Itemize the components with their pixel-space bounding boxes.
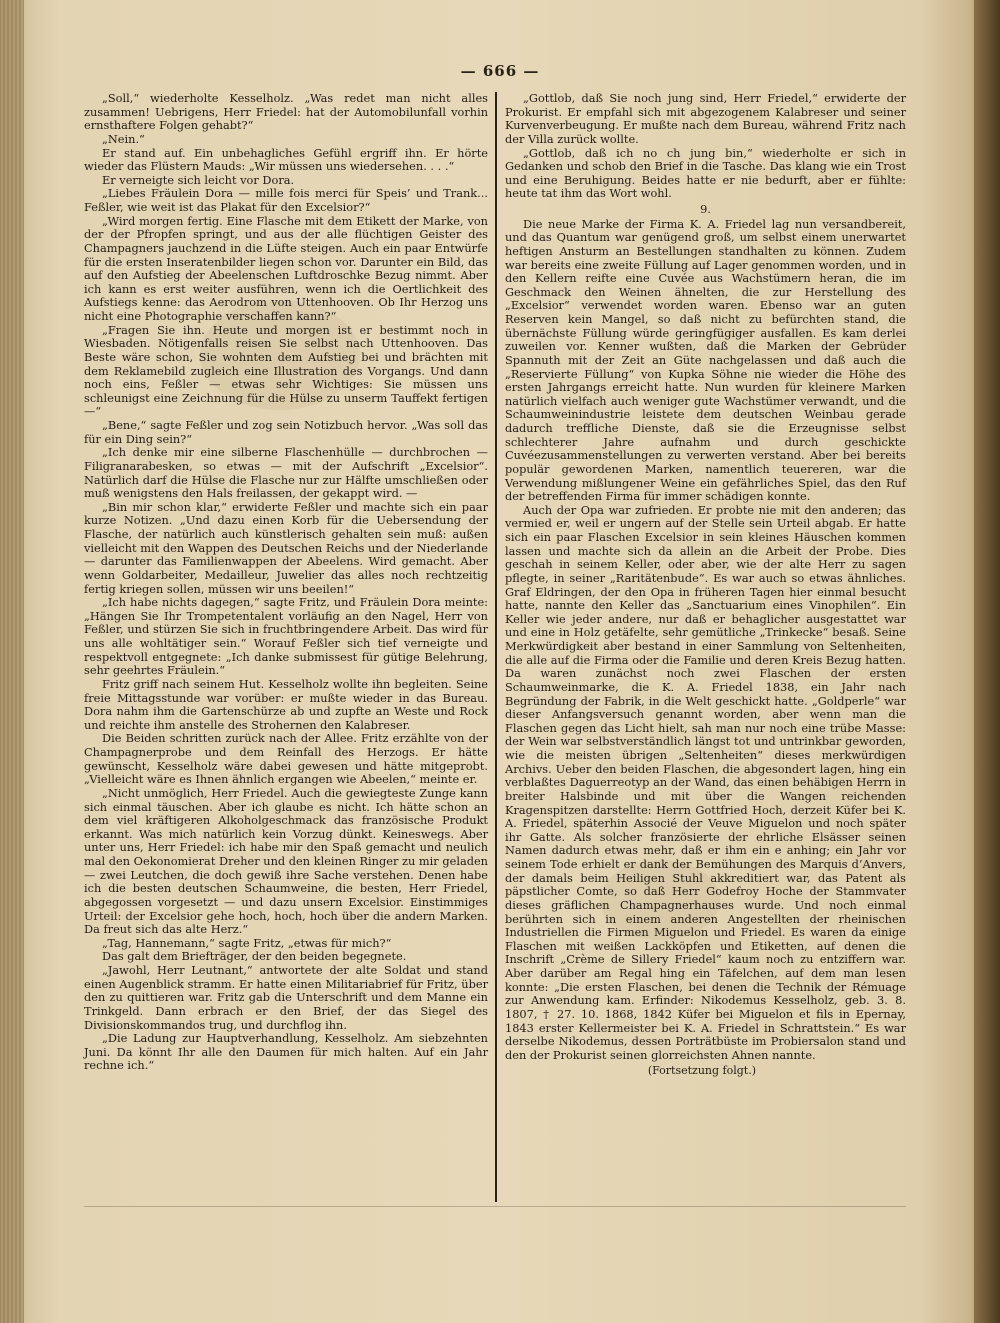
- paragraph: „Die Ladung zur Hauptverhandlung, Kesselholz. Am siebzehnten Juni. Da könnt Ihr alle den Daumen für mich halten. Auf ein Jahr rechne ich.“: [84, 1031, 488, 1073]
- paragraph: „Jawohl, Herr Leutnant,“ antwortete der alte Soldat und stand einen Augenblick stramm. Er hatte einen Militariabrief für Fritz, über den zu quittieren war. Fritz gab die Unterschrift und dem Manne ein Trinkgeld. Dann erbrach er den Brief, der das Siegel des Divisionskommandos trug, und durchflog ihn.: [84, 963, 488, 1032]
- left-column: [84, 92, 488, 1073]
- paragraph: Fritz griff nach seinem Hut. Kesselholz wollte ihn begleiten. Seine freie Mittagsstunde war vorüber: er mußte wieder in das Bureau. Dora nahm ihm die Gartenschürze ab und zupfte an Weste und Rock und reichte ihm anstelle des Strohernen den Kalabreser.: [84, 676, 488, 732]
- paragraph: Er stand auf. Ein unbehagliches Gefühl ergriff ihn. Er hörte wieder das Flüstern Mauds: „Wir müssen uns wiedersehen. . . .“: [84, 145, 488, 174]
- paragraph: „Gottlob, daß ich no ch jung bin,“ wiederholte er sich in Gedanken und schob den Brief in die Tasche. Das klang wie ein Trost und eine Beruhigung. Beides hatte er nie bedurft, aber er fühlte: heute tat ihm das Wort wohl.: [505, 145, 906, 201]
- paragraph: „Ich denke mir eine silberne Flaschenhülle — durchbrochen — Filigranarabesken, so etwas — mit der Aufschrift „Excelsior“. Natürlich darf die Hülse die Flasche nur zur Hälfte umschließen oder muß wenigstens den Hals freilassen, der gekappt wird. —: [84, 445, 488, 501]
- paragraph: „Fragen Sie ihn. Heute und morgen ist er bestimmt noch in Wiesbaden. Nötigenfalls reisen Sie selbst nach Uttenhooven. Das Beste wäre schon, Sie wohnten dem Aufstieg bei und brächten mit dem Reklamebild zugleich eine Illustration des Vorgangs. Und dann noch eins, Feßler — etwas sehr Wichtiges: Sie müssen uns schleunigst eine Zeichnung für die Hülse zu unserm Tauffekt fertigen —“: [84, 322, 488, 419]
- page-binding-right: [974, 0, 1000, 1323]
- paragraph: Die Beiden schritten zurück nach der Allee. Fritz erzählte von der Champagnerprobe und dem Reinfall des Herzogs. Er hätte gewünscht, Kesselholz wäre dabei gewesen und hätte mitgeprobt. „Vielleicht wäre es Ihnen ähnlich ergangen wie Abeelen,“ meinte er.: [84, 731, 488, 787]
- paragraph: „Bene,“ sagte Feßler und zog sein Notizbuch hervor. „Was soll das für ein Ding sein?“: [84, 418, 488, 446]
- paragraph: „Soll,“ wiederholte Kesselholz. „Was redet man nicht alles zusammen! Uebrigens, Herr Friedel: hat der Automobilunfall vorhin ernsthaftere Folgen gehabt?“: [84, 91, 488, 133]
- right-column: [505, 92, 906, 1078]
- paragraph: Das galt dem Briefträger, der den beiden begegnete.: [102, 949, 407, 964]
- paragraph: „Liebes Fräulein Dora — mille fois merci für Speis’ und Trank... Feßler, wie weit ist das Plakat für den Excelsior?“: [84, 186, 488, 214]
- paragraph: „Nicht unmöglich, Herr Friedel. Auch die gewiegteste Zunge kann sich einmal täuschen. Aber ich glaube es nicht. Ich hätte schon an dem viel kräftigeren Alkoholgeschmack das französische Produkt erkannt. Was mich natürlich kein Vorzug dünkt. Keineswegs. Aber unter uns, Herr Friedel: ich habe mir den Spaß gemacht und neulich mal den Oekonomierat Dreher und den kleinen Ringer zu mir geladen — zwei Leutchen, die doch gewiß ihre Sache verstehen. Denen habe ich die besten deutschen Schaumweine, die besten, Herr Friedel, abgegossen vorgesetzt — und dazu unsern Excelsior. Einstimmiges Urteil: der Excelsior gehe hoch, hoch, hoch über die andern Marken. Da freut sich das alte Herz.“: [84, 785, 488, 937]
- paragraph: „Tag, Hannemann,“ sagte Fritz, „etwas für mich?“: [102, 935, 392, 950]
- bottom-rule: [84, 1206, 906, 1207]
- paragraph: Er verneigte sich leicht vor Dora.: [102, 172, 295, 187]
- paragraph: „Gottlob, daß Sie noch jung sind, Herr Friedel,“ erwiderte der Prokurist. Er empfahl sich mit abgezogenem Kalabreser und seiner Kurvenverbeugung. Er mußte nach dem Bureau, während Fritz nach der Villa zurück wollte.: [505, 91, 906, 146]
- page-binding-left: [0, 0, 24, 1323]
- paragraph: „Ich habe nichts dagegen,“ sagte Fritz, und Fräulein Dora meinte: „Hängen Sie Ihr Trompetentalent vorläufig an den Nagel, Herr von Feßler, und stürzen Sie sich in fruchtbringendere Arbeit. Das wird für uns alle wohltätiger sein.“ Worauf Feßler sich tief verneigte und respektvoll entgegnete: „Ich danke submissest für gütige Belehrung, sehr geehrtes Fräulein.“: [84, 595, 488, 678]
- paragraph: Auch der Opa war zufrieden. Er probte nie mit den anderen; das vermied er, weil er ungern auf der Stelle sein Urteil abgab. Er hatte sich ein paar Flaschen Excelsior in sein kleines Häuschen kommen lassen und machte sich da allein an die Arbeit der Probe. Dies geschah in seinem Keller, oder aber, wie der alte Herr zu sagen pflegte, in seiner „Raritätenbude“. Es war auch so etwas ähnliches. Graf Eldringen, der den Opa in früheren Tagen hier einmal besucht hatte, nannte den Keller das „Sanctuarium eines Vinophilen“. Ein Keller wie jeder andere, nur daß er behaglicher ausgestattet war und eine in Holz getäfelte, sehr gemütliche „Trinkecke“ besaß. Seine Merkwürdigkeit aber bestand in einer Sammlung von Seltenheiten, die alle auf die Firma oder die Familie und deren Kreis Bezug hatten. Da waren zunächst noch zwei Flaschen der ersten Schaumweinmarke, die K. A. Friedel 1838, ein Jahr nach Begründung der Fabrik, in die Welt geschickt hatte. „Goldperle“ war dieser Anfangsversuch genannt worden, aber wenn man die Flaschen gegen das Licht hielt, sah man nur noch eine trübe Masse: der Wein war selbstverständlich längst tot und untrinkbar geworden, wie die meisten übrigen „Seltenheiten“ dieses merkwürdigen Archivs. Ueber den beiden Flaschen, die abgesondert lagen, hing ein verblaßtes Daguerreotyp an der Wand, das einen behäbigen Herrn in breiter Halsbinde und mit über die Wangen reichenden Kragenspitzen darstellte: Herrn Gottfried Hoch, derzeit Küfer bei K. A. Friedel, späterhin Associé der Veuve Miguelon und noch später ihr Gatte. Als solcher französierte der ehrliche Elsässer seinen Namen dadurch etwas mehr, daß er ihm ein e anhing; ein Jahr vor seinem Tode erhielt er dank der Bemühungen des Marquis d’Anvers, der damals beim Heiligen Stuhl akkreditiert war, das Patent als päpstlicher Comte, so daß Herr Godefroy Hoche der Stammvater dieses gräflichen Champagnerhauses wurde. Und noch einmal berührten sich in einem anderen Angestellten der rheinischen Industriellen die Firmen Miguelon und Friedel. Es waren da einige Flaschen mit weißen Lackköpfen und Etiketten, auf denen die Inschrift „Crème de Sillery Friedel“ kaum noch zu entziffern war. Aber darüber am Regal hing ein Täfelchen, auf dem man lesen konnte: „Die ersten Flaschen, bei denen die Technik der Rémuage zur Anwendung kam. Erfinder: Nikodemus Kesselholz, geb. 3. 8. 1807, † 27. 10. 1868, 1842 Küfer bei Miguelon et fils in Epernay, 1843 erster Kellermeister bei K. A. Friedel in Schrattstein.“ Es war derselbe Nikodemus, dessen Porträtbüste im Probiersalon stand und den der Prokurist seinen glorreichsten Ahnen nannte.: [505, 502, 906, 1062]
- column-divider: [495, 92, 497, 1202]
- paragraph: „Wird morgen fertig. Eine Flasche mit dem Etikett der Marke, von der der Pfropfen springt, und aus der alle flüchtigen Geister des Champagners jauchzend in die Lüfte steigen. Auch ein paar Entwürfe für die ersten Inseratenbilder liegen schon vor. Darunter ein Bild, das auf den Aufstieg der Abeelenschen Luftdroschke Bezug nimmt. Aber ich kann es erst weiter ausführen, wenn ich die Oertlichkeit des Aufstiegs kenne: das Aerodrom von Uttenhooven. Ob Ihr Herzog uns nicht eine Photographie verschaffen kann?“: [84, 213, 488, 323]
- page-number: — 666 —: [460, 62, 540, 80]
- paragraph: Die neue Marke der Firma K. A. Friedel lag nun versandbereit, und das Quantum war genügend groß, um selbst einem unerwartet heftigen Ansturm an Bestellungen standhalten zu können. Zudem war bereits eine zweite Füllung auf Lager genommen worden, und in den Kellern reifte eine Cuvée aus Wachstümern heran, die im Geschmack den Weinen ähnelten, die zur Herstellung des „Excelsior“ verwendet worden waren. Ebenso war an guten Reserven kein Mangel, so daß nicht zu befürchten stand, die übernächste Füllung würde geringfügiger ausfallen. Es kam derlei zuweilen vor. Kenner wußten, daß die Marken der Gebrüder Spannuth mit der Zeit an Güte nachgelassen und daß auch die „Reservierte Füllung“ von Kupka Söhne nie wieder die Höhe des ersten Jahrgangs erreicht hatte. Nun wurden für kleinere Marken natürlich vielfach auch weniger gute Wachstümer verwandt, und die Schaumweinindustrie leistete dem deutschen Weinbau gerade dadurch treffliche Dienste, daß sie die Erzeugnisse selbst schlechterer Jahre aufnahm und durch geschickte Cuvéezusammenstellungen zu verwerten verstand. Aber bei bereits populär gewordenen Marken, namentlich teuereren, war die Verwendung mißlungener Weine ein gefährliches Spiel, das den Ruf der betreffenden Firma für immer schädigen konnte.: [505, 216, 906, 504]
- paragraph: „Bin mir schon klar,“ erwiderte Feßler und machte sich ein paar kurze Notizen. „Und dazu einen Korb für die Uebersendung der Flasche, der natürlich auch künstlerisch gehalten sein muß: außen vielleicht mit den Wappen des Deutschen Reichs und der Niederlande — darunter das Familienwappen der Abeelens. Wird gemacht. Aber wenn Goldarbeiter, Medailleur, Juwelier das alles noch rechtzeitig fertig kriegen sollen, müssen wir uns beeilen!“: [84, 499, 488, 596]
- chapter-number: 9.: [700, 202, 711, 216]
- paragraph: „Nein.“: [102, 131, 145, 146]
- continuation-note: (Fortsetzung folgt.): [647, 1064, 756, 1078]
